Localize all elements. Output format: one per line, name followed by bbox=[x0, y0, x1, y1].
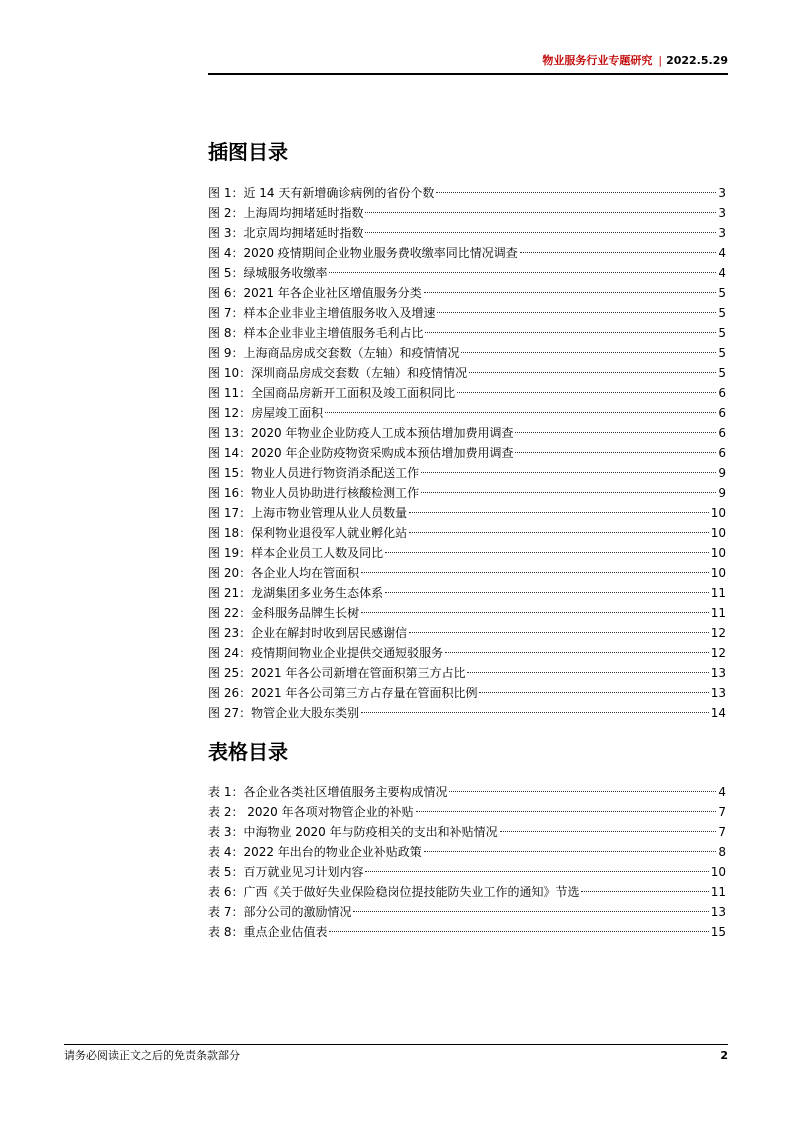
toc-entry-label: 图 14：2020 年企业防疫物资采购成本预估增加费用调查 bbox=[208, 446, 514, 460]
tables-toc-title: 表格目录 bbox=[208, 740, 288, 764]
toc-entry[interactable] bbox=[208, 183, 726, 203]
toc-entry-label: 图 10：深圳商品房成交套数（左轴）和疫情情况 bbox=[208, 366, 468, 380]
toc-entry[interactable] bbox=[208, 782, 726, 802]
toc-entry-page: 12 bbox=[710, 646, 726, 660]
toc-entry-label: 图 23：企业在解封时收到居民感谢信 bbox=[208, 626, 408, 640]
toc-entry-page: 10 bbox=[710, 506, 726, 520]
toc-entry[interactable] bbox=[208, 663, 726, 683]
toc-entry-page: 13 bbox=[710, 666, 726, 680]
toc-leader-dots bbox=[425, 332, 716, 333]
toc-leader-dots bbox=[515, 452, 716, 453]
toc-entry-page: 10 bbox=[710, 566, 726, 580]
toc-entry-page: 6 bbox=[718, 446, 726, 460]
toc-leader-dots bbox=[436, 192, 716, 193]
toc-entry[interactable] bbox=[208, 343, 726, 363]
toc-entry-label: 图 19：样本企业员工人数及同比 bbox=[208, 546, 384, 560]
toc-entry[interactable] bbox=[208, 503, 726, 523]
toc-leader-dots bbox=[325, 412, 716, 413]
toc-entry[interactable] bbox=[208, 563, 726, 583]
toc-entry[interactable] bbox=[208, 223, 726, 243]
toc-leader-dots bbox=[409, 532, 709, 533]
toc-entry-page: 7 bbox=[718, 805, 726, 819]
toc-entry[interactable] bbox=[208, 822, 726, 842]
toc-entry-page: 4 bbox=[718, 246, 726, 260]
header-separator: | bbox=[658, 54, 663, 67]
toc-entry-label: 图 21：龙湖集团多业务生态体系 bbox=[208, 586, 384, 600]
toc-leader-dots bbox=[365, 232, 716, 233]
toc-entry[interactable] bbox=[208, 683, 726, 703]
figures-toc-title: 插图目录 bbox=[208, 140, 288, 164]
toc-entry-page: 8 bbox=[718, 845, 726, 859]
toc-entry-label: 表 2： 2020 年各项对物管企业的补贴 bbox=[208, 805, 414, 819]
toc-leader-dots bbox=[361, 712, 709, 713]
toc-entry-label: 图 4：2020 疫情期间企业物业服务费收缴率同比情况调查 bbox=[208, 246, 518, 260]
toc-entry-page: 5 bbox=[718, 326, 726, 340]
toc-entry-page: 10 bbox=[710, 526, 726, 540]
figures-toc-list bbox=[208, 183, 726, 723]
toc-leader-dots bbox=[500, 831, 717, 832]
toc-entry-page: 11 bbox=[710, 586, 726, 600]
toc-entry-page: 5 bbox=[718, 286, 726, 300]
toc-leader-dots bbox=[365, 212, 716, 213]
toc-entry[interactable] bbox=[208, 483, 726, 503]
toc-leader-dots bbox=[424, 292, 717, 293]
toc-leader-dots bbox=[353, 911, 708, 912]
toc-entry-label: 图 26：2021 年各公司第三方占存量在管面积比例 bbox=[208, 686, 478, 700]
toc-leader-dots bbox=[449, 791, 716, 792]
toc-entry-label: 表 6：广西《关于做好失业保险稳岗位提技能防失业工作的通知》节选 bbox=[208, 885, 580, 899]
toc-leader-dots bbox=[515, 432, 716, 433]
toc-entry[interactable] bbox=[208, 643, 726, 663]
toc-entry-label: 图 11：全国商品房新开工面积及竣工面积同比 bbox=[208, 386, 456, 400]
page-header bbox=[208, 54, 728, 74]
toc-entry-label: 图 3：北京周均拥堵延时指数 bbox=[208, 226, 364, 240]
toc-entry[interactable] bbox=[208, 603, 726, 623]
toc-entry[interactable] bbox=[208, 882, 726, 902]
toc-entry[interactable] bbox=[208, 922, 726, 942]
toc-entry-page: 5 bbox=[718, 346, 726, 360]
toc-entry-page: 4 bbox=[718, 266, 726, 280]
toc-entry-label: 表 7：部分公司的激励情况 bbox=[208, 905, 352, 919]
toc-entry[interactable] bbox=[208, 623, 726, 643]
report-date: 2022.5.29 bbox=[666, 54, 728, 67]
toc-entry-label: 图 7：样本企业非业主增值服务收入及增速 bbox=[208, 306, 436, 320]
toc-entry-label: 图 2：上海周均拥堵延时指数 bbox=[208, 206, 364, 220]
toc-leader-dots bbox=[581, 891, 708, 892]
toc-leader-dots bbox=[457, 392, 716, 393]
toc-leader-dots bbox=[479, 692, 708, 693]
toc-entry[interactable] bbox=[208, 802, 726, 822]
toc-entry[interactable] bbox=[208, 902, 726, 922]
toc-entry-label: 图 15：物业人员进行物资消杀配送工作 bbox=[208, 466, 420, 480]
toc-entry-page: 9 bbox=[718, 486, 726, 500]
toc-entry[interactable] bbox=[208, 363, 726, 383]
toc-entry-label: 图 27：物管企业大股东类别 bbox=[208, 706, 360, 720]
toc-entry-page: 10 bbox=[710, 865, 726, 879]
toc-leader-dots bbox=[385, 552, 709, 553]
toc-entry-label: 图 13：2020 年物业企业防疫人工成本预估增加费用调查 bbox=[208, 426, 514, 440]
toc-entry-label: 表 8：重点企业估值表 bbox=[208, 925, 328, 939]
toc-leader-dots bbox=[409, 632, 709, 633]
toc-entry-label: 图 25：2021 年各公司新增在管面积第三方占比 bbox=[208, 666, 466, 680]
toc-leader-dots bbox=[469, 372, 716, 373]
toc-entry-label: 图 12：房屋竣工面积 bbox=[208, 406, 324, 420]
toc-entry-page: 13 bbox=[710, 905, 726, 919]
toc-entry-label: 图 20：各企业人均在管面积 bbox=[208, 566, 360, 580]
toc-entry-page: 10 bbox=[710, 546, 726, 560]
toc-entry[interactable] bbox=[208, 463, 726, 483]
toc-entry-page: 14 bbox=[710, 706, 726, 720]
toc-entry-label: 表 5：百万就业见习计划内容 bbox=[208, 865, 364, 879]
toc-entry-page: 11 bbox=[710, 606, 726, 620]
toc-entry[interactable] bbox=[208, 203, 726, 223]
toc-entry-page: 7 bbox=[718, 825, 726, 839]
toc-leader-dots bbox=[329, 272, 716, 273]
toc-leader-dots bbox=[437, 312, 716, 313]
toc-entry-page: 13 bbox=[710, 686, 726, 700]
toc-entry-label: 图 5：绿城服务收缴率 bbox=[208, 266, 328, 280]
toc-leader-dots bbox=[361, 572, 709, 573]
toc-entry-label: 图 8：样本企业非业主增值服务毛利占比 bbox=[208, 326, 424, 340]
toc-entry-page: 6 bbox=[718, 406, 726, 420]
header-rule bbox=[208, 73, 728, 75]
toc-entry-label: 图 16：物业人员协助进行核酸检测工作 bbox=[208, 486, 420, 500]
footer-disclaimer: 请务必阅读正文之后的免责条款部分 bbox=[64, 1049, 240, 1062]
toc-leader-dots bbox=[467, 672, 708, 673]
toc-leader-dots bbox=[409, 512, 709, 513]
toc-entry[interactable] bbox=[208, 383, 726, 403]
toc-entry-label: 表 1：各企业各类社区增值服务主要构成情况 bbox=[208, 785, 448, 799]
toc-entry[interactable] bbox=[208, 423, 726, 443]
footer-rule bbox=[64, 1044, 728, 1045]
toc-entry[interactable] bbox=[208, 523, 726, 543]
toc-entry-label: 图 22：金科服务品牌生长树 bbox=[208, 606, 360, 620]
toc-entry[interactable] bbox=[208, 842, 726, 862]
toc-entry-page: 5 bbox=[718, 366, 726, 380]
toc-leader-dots bbox=[365, 871, 708, 872]
toc-leader-dots bbox=[461, 352, 716, 353]
toc-entry-label: 图 9：上海商品房成交套数（左轴）和疫情情况 bbox=[208, 346, 460, 360]
toc-entry-label: 图 18：保利物业退役军人就业孵化站 bbox=[208, 526, 408, 540]
toc-entry-page: 15 bbox=[710, 925, 726, 939]
toc-leader-dots bbox=[520, 252, 717, 253]
toc-leader-dots bbox=[421, 492, 716, 493]
toc-entry-page: 3 bbox=[718, 206, 726, 220]
toc-entry-page: 6 bbox=[718, 386, 726, 400]
toc-entry[interactable] bbox=[208, 303, 726, 323]
toc-leader-dots bbox=[361, 612, 709, 613]
toc-entry-page: 5 bbox=[718, 306, 726, 320]
toc-leader-dots bbox=[416, 811, 717, 812]
toc-entry-page: 6 bbox=[718, 426, 726, 440]
toc-entry-page: 12 bbox=[710, 626, 726, 640]
toc-entry[interactable] bbox=[208, 543, 726, 563]
toc-leader-dots bbox=[445, 652, 709, 653]
toc-entry-page: 3 bbox=[718, 186, 726, 200]
page-number: 2 bbox=[720, 1049, 728, 1062]
toc-entry[interactable] bbox=[208, 283, 726, 303]
toc-entry[interactable] bbox=[208, 403, 726, 423]
toc-entry-label: 图 17：上海市物业管理从业人员数量 bbox=[208, 506, 408, 520]
toc-leader-dots bbox=[385, 592, 709, 593]
tables-toc-list bbox=[208, 782, 726, 942]
toc-entry-page: 9 bbox=[718, 466, 726, 480]
toc-entry[interactable] bbox=[208, 243, 726, 263]
report-title: 物业服务行业专题研究 bbox=[542, 54, 653, 67]
toc-entry[interactable] bbox=[208, 263, 726, 283]
toc-entry-label: 图 24：疫情期间物业企业提供交通短驳服务 bbox=[208, 646, 444, 660]
toc-entry[interactable] bbox=[208, 703, 726, 723]
toc-entry-label: 表 4：2022 年出台的物业企业补贴政策 bbox=[208, 845, 422, 859]
toc-entry[interactable] bbox=[208, 323, 726, 343]
toc-entry-label: 表 3：中海物业 2020 年与防疫相关的支出和补贴情况 bbox=[208, 825, 498, 839]
toc-entry-label: 图 1：近 14 天有新增确诊病例的省份个数 bbox=[208, 186, 435, 200]
toc-leader-dots bbox=[421, 472, 716, 473]
toc-entry-page: 11 bbox=[710, 885, 726, 899]
toc-entry-page: 3 bbox=[718, 226, 726, 240]
toc-entry-label: 图 6：2021 年各企业社区增值服务分类 bbox=[208, 286, 422, 300]
toc-entry[interactable] bbox=[208, 583, 726, 603]
toc-entry[interactable] bbox=[208, 862, 726, 882]
toc-entry[interactable] bbox=[208, 443, 726, 463]
toc-leader-dots bbox=[424, 851, 717, 852]
toc-entry-page: 4 bbox=[718, 785, 726, 799]
toc-leader-dots bbox=[329, 931, 708, 932]
